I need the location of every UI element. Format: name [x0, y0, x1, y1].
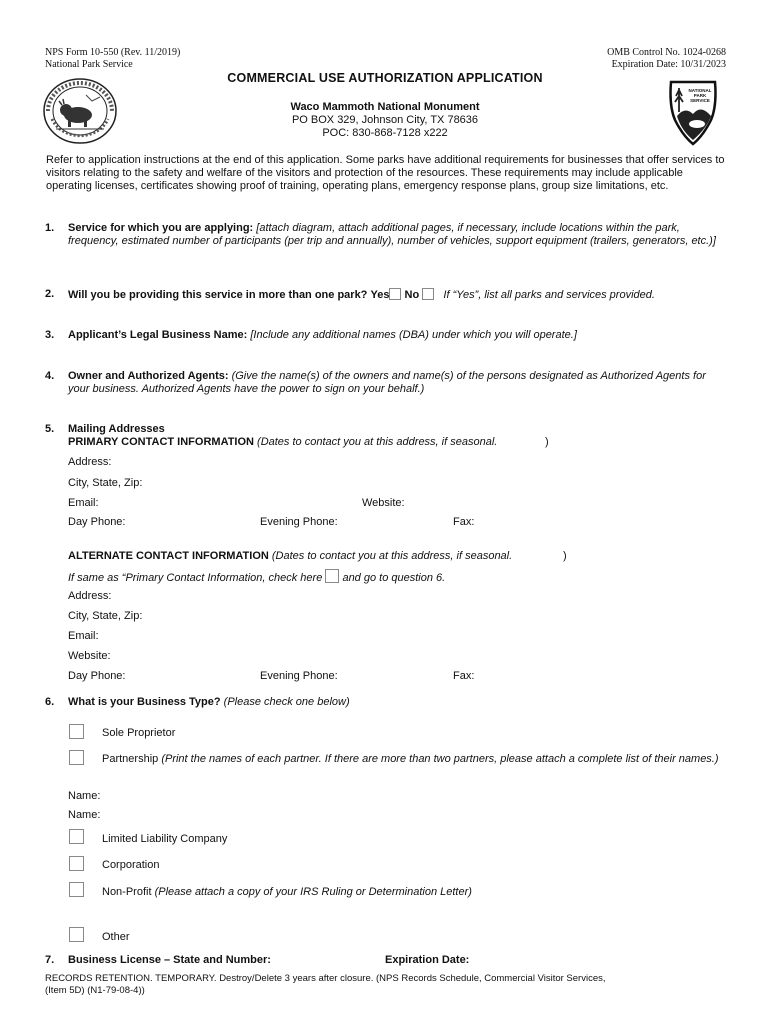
nps-logo-line-2: PARK	[693, 93, 707, 98]
intro-paragraph: Refer to application instructions at the end of this application. Some parks have additional requirements for businesses that offer services to visitors relating to the safety and welfare of the visitors and protection of the resources. These requirements may include applicable operating licenses, certificates showing proof of training, operating plans, emergency response plans, group size limitations, etc.	[46, 154, 725, 192]
question-6-note: (Please check one below)	[220, 696, 350, 708]
corporation-label: Corporation	[102, 859, 160, 871]
partnership-checkbox[interactable]	[69, 750, 84, 765]
non-profit-note: (Please attach a copy of your IRS Ruling or Determination Letter)	[151, 886, 472, 898]
sole-proprietor-label: Sole Proprietor	[102, 727, 176, 739]
question-1	[68, 222, 728, 248]
expiration-date: Expiration Date: 10/31/2023	[611, 59, 726, 70]
yes-label: Yes	[370, 289, 390, 301]
alternate-city-label: City, State, Zip:	[68, 610, 143, 622]
park-address: PO BOX 329, Johnson City, TX 78636	[291, 114, 479, 126]
no-checkbox[interactable]	[422, 288, 434, 300]
question-3-label: Applicant’s Legal Business Name:	[68, 329, 248, 341]
alternate-close-paren: )	[563, 550, 567, 562]
park-name: Waco Mammoth National Monument	[290, 101, 480, 113]
alternate-evening-phone-label: Evening Phone:	[260, 670, 338, 682]
primary-city-label: City, State, Zip:	[68, 477, 143, 489]
records-retention-line-2: (Item 5D) (N1-79-08-4))	[45, 985, 145, 996]
omb-control-number: OMB Control No. 1024-0268	[607, 47, 726, 58]
primary-contact-note: (Dates to contact you at this address, if seasonal.	[253, 436, 498, 448]
llc-label: Limited Liability Company	[102, 833, 228, 845]
non-profit-checkbox[interactable]	[69, 882, 84, 897]
page-title: COMMERCIAL USE AUTHORIZATION APPLICATION	[227, 71, 543, 85]
partnership-note: (Print the names of each partner. If there are more than two partners, please attach a complete list of their names.)	[158, 753, 719, 765]
question-3-note: [Include any additional names (DBA) under which you will operate.]	[247, 329, 577, 341]
same-as-primary-checkbox[interactable]	[325, 569, 339, 583]
business-license-label: Business License – State and Number:	[68, 954, 271, 966]
point-of-contact: POC: 830-868-7128 x222	[322, 127, 448, 139]
alternate-contact-label: ALTERNATE CONTACT INFORMATION	[68, 550, 269, 562]
question-5-number: 5.	[45, 423, 55, 435]
question-6	[68, 696, 350, 708]
no-label: No	[404, 289, 420, 301]
question-2-label: Will you be providing this service in more than one park?	[68, 289, 368, 301]
form-number: NPS Form 10-550 (Rev. 11/2019)	[45, 47, 181, 58]
partnership-label: Partnership	[102, 753, 159, 765]
nps-logo-line-1: NATIONAL	[688, 88, 712, 93]
nps-logo-line-3: SERVICE	[690, 98, 710, 103]
same-as-text-after: and go to question 6.	[339, 572, 446, 584]
primary-close-paren: )	[545, 436, 549, 448]
question-1-number: 1.	[45, 222, 55, 234]
question-3-number: 3.	[45, 329, 55, 341]
non-profit-text	[102, 886, 472, 898]
alternate-website-label: Website:	[68, 650, 111, 662]
question-1-note: [attach diagram, attach additional pages, if necessary, include locations within the park, frequency, estimated number of participants (per trip and annually), number of vehicles, support equipment (trailers, generators, etc.)]	[68, 222, 716, 247]
question-2-number: 2.	[45, 288, 55, 300]
alternate-address-label: Address:	[68, 590, 112, 602]
alternate-contact-heading	[68, 550, 512, 562]
question-4-label: Owner and Authorized Agents:	[68, 370, 229, 382]
question-1-label: Service for which you are applying:	[68, 222, 254, 234]
other-label: Other	[102, 931, 130, 943]
question-4-note: (Give the name(s) of the owners and name(s) of the persons designated as Authorized Agents for your business. Authorized Agents have the power to sign on your behalf.)	[68, 370, 706, 395]
llc-checkbox[interactable]	[69, 829, 84, 844]
corporation-checkbox[interactable]	[69, 856, 84, 871]
question-4-number: 4.	[45, 370, 55, 382]
primary-website-label: Website:	[362, 497, 405, 509]
partnership-text	[102, 753, 722, 766]
primary-address-label: Address:	[68, 456, 112, 468]
partner-name-2-label: Name:	[68, 809, 101, 821]
records-retention-line-1: RECORDS RETENTION. TEMPORARY. Destroy/Delete 3 years after closure. (NPS Records Schedule, Commercial Visitor Services,	[45, 973, 606, 984]
question-2	[68, 288, 655, 301]
alternate-email-label: Email:	[68, 630, 99, 642]
license-expiration-label: Expiration Date:	[385, 954, 470, 966]
primary-contact-label: PRIMARY CONTACT INFORMATION	[68, 436, 254, 448]
partner-name-1-label: Name:	[68, 790, 101, 802]
question-6-label: What is your Business Type?	[68, 696, 221, 708]
question-6-number: 6.	[45, 696, 55, 708]
question-2-note: If “Yes”, list all parks and services provided.	[443, 289, 655, 301]
question-3	[68, 329, 728, 342]
same-as-text: If same as “Primary Contact Information, check here	[68, 572, 323, 584]
alternate-day-phone-label: Day Phone:	[68, 670, 126, 682]
sole-proprietor-checkbox[interactable]	[69, 724, 84, 739]
agency-name: National Park Service	[45, 59, 133, 70]
question-4	[68, 370, 728, 396]
other-checkbox[interactable]	[69, 927, 84, 942]
mailing-addresses-label: Mailing Addresses	[68, 423, 165, 435]
alternate-fax-label: Fax:	[453, 670, 475, 682]
same-as-primary-line	[68, 569, 445, 584]
non-profit-label: Non-Profit	[102, 886, 152, 898]
primary-day-phone-label: Day Phone:	[68, 516, 126, 528]
primary-email-label: Email:	[68, 497, 99, 509]
primary-contact-heading	[68, 436, 497, 448]
question-7-number: 7.	[45, 954, 55, 966]
primary-evening-phone-label: Evening Phone:	[260, 516, 338, 528]
alternate-contact-note: (Dates to contact you at this address, if seasonal.	[268, 550, 513, 562]
primary-fax-label: Fax:	[453, 516, 475, 528]
yes-checkbox[interactable]	[389, 288, 401, 300]
